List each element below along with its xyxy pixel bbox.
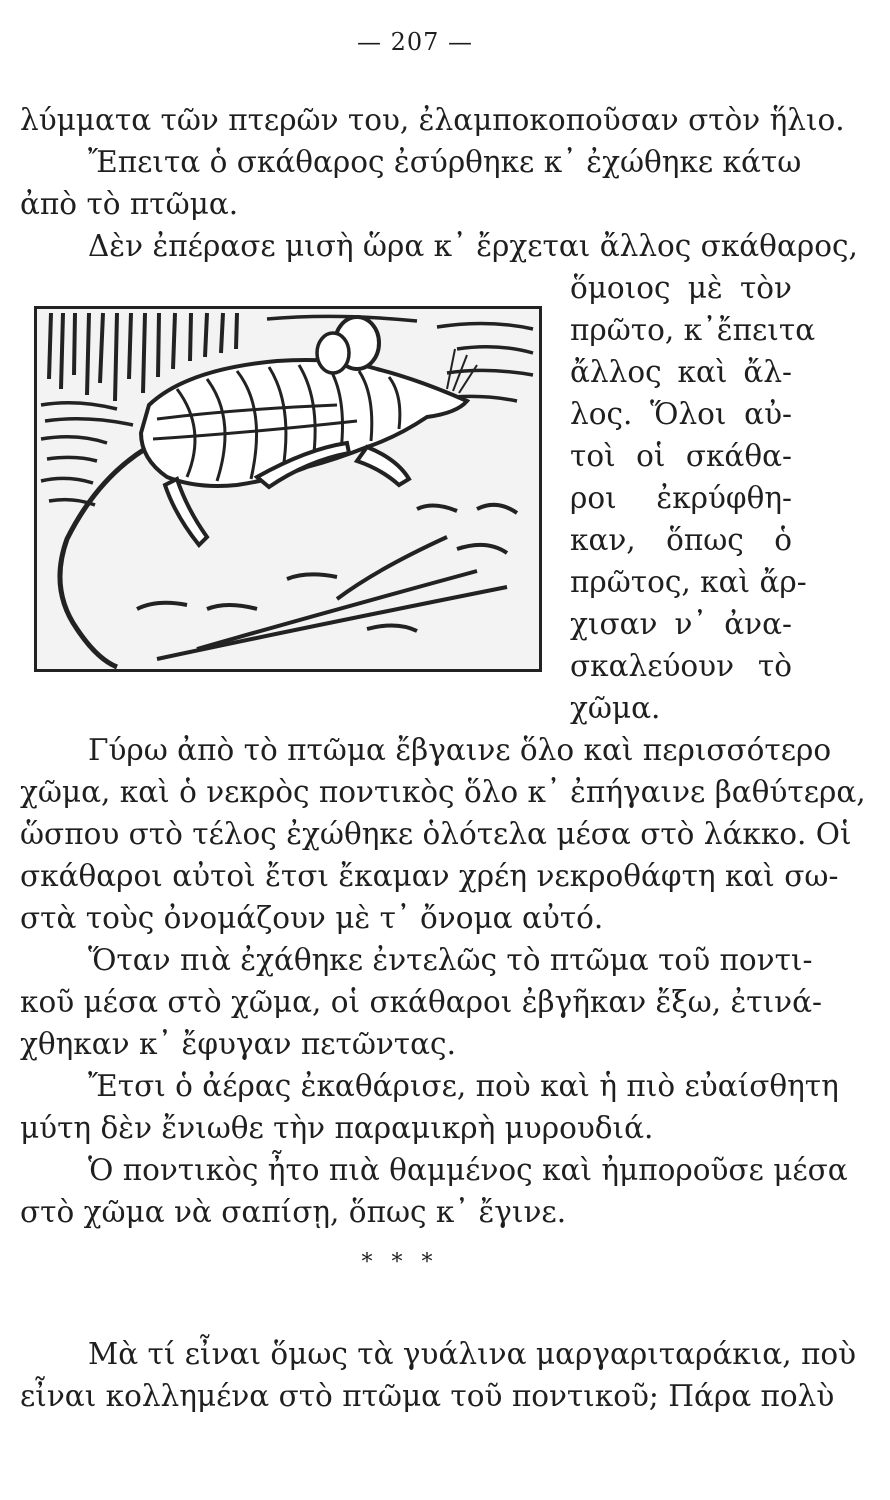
text-line: Ἔπειτα ὁ σκάθαρος ἐσύρθηκε κ᾽ ἐχώθηκε κάτω <box>88 145 802 179</box>
wrap-text-line: ἄλλος καὶ ἄλ- <box>570 355 792 389</box>
mouse-illustration <box>34 306 542 672</box>
wrap-text-line: τοὶ οἱ σκάθα- <box>570 439 792 473</box>
wrap-text-line: ροι ἐκρύφθη- <box>570 481 792 515</box>
page-number: — 207 — <box>356 28 474 56</box>
text-line: μύτη δὲν ἔνιωθε τὴν παραμικρὴ μυρουδιά. <box>20 1111 654 1145</box>
text-line: ὥσπου στὸ τέλος ἐχώθηκε ὁλότελα μέσα στὸ λάκκο. Οἱ <box>20 817 852 851</box>
wrap-text-line: πρῶτος, καὶ ἄρ- <box>570 565 807 599</box>
text-line: ἀπὸ τὸ πτῶμα. <box>20 187 239 221</box>
text-line: Ὅταν πιὰ ἐχάθηκε ἐντελῶς τὸ πτῶμα τοῦ ποντι- <box>88 943 813 977</box>
section-separator: * * * <box>361 1250 439 1275</box>
wrap-text-line: χισαν ν᾽ ἀνα- <box>570 607 792 641</box>
dead-mouse-woodcut-image <box>37 309 539 669</box>
text-line: εἶναι κολλημένα στὸ πτῶμα τοῦ ποντικοῦ; Πάρα πολὺ <box>20 1379 835 1413</box>
text-line: Ὁ ποντικὸς ἦτο πιὰ θαμμένος καὶ ἠμποροῦσε μέσα <box>88 1153 848 1187</box>
wrap-text-line: ὅμοιος μὲ τὸν <box>570 271 792 305</box>
text-line: Δὲν ἐπέρασε μισὴ ὥρα κ᾽ ἔρχεται ἄλλος σκάθαρος, <box>88 229 858 263</box>
wrap-text-line: λος. Ὅλοι αὐ- <box>570 397 792 431</box>
wrap-text-line: χῶμα. <box>570 691 661 725</box>
text-line: στὸ χῶμα νὰ σαπίσῃ, ὅπως κ᾽ ἔγινε. <box>20 1195 567 1229</box>
text-line: χῶμα, καὶ ὁ νεκρὸς ποντικὸς ὅλο κ᾽ ἐπήγαινε βαθύτερα, <box>20 775 866 809</box>
wrap-text-line: καν, ὅπως ὁ <box>570 523 792 557</box>
text-line: στὰ τοὺς ὀνομάζουν μὲ τ᾽ ὄνομα αὐτό. <box>20 901 604 935</box>
text-line: λύμματα τῶν πτερῶν του, ἐλαμποκοποῦσαν στὸν ἥλιο. <box>20 103 845 137</box>
text-line: κοῦ μέσα στὸ χῶμα, οἱ σκάθαροι ἐβγῆκαν ἔξω, ἐτινά- <box>20 985 822 1019</box>
wrap-text-line: σκαλεύουν τὸ <box>570 649 792 683</box>
text-line: Γύρω ἀπὸ τὸ πτῶμα ἔβγαινε ὅλο καὶ περισσότερο <box>88 733 832 767</box>
text-line: σκάθαροι αὐτοὶ ἔτσι ἔκαμαν χρέη νεκροθάφτη καὶ σω- <box>20 859 839 893</box>
text-line: Ἔτσι ὁ ἀέρας ἐκαθάρισε, ποὺ καὶ ἡ πιὸ εὐαίσθητη <box>88 1069 839 1103</box>
text-line: Μὰ τί εἶναι ὅμως τὰ γυάλινα μαργαριταράκια, ποὺ <box>88 1337 857 1371</box>
text-line: χθηκαν κ᾽ ἔφυγαν πετῶντας. <box>20 1027 456 1061</box>
wrap-text-line: πρῶτο, κ᾽ἔπειτα <box>570 313 816 347</box>
